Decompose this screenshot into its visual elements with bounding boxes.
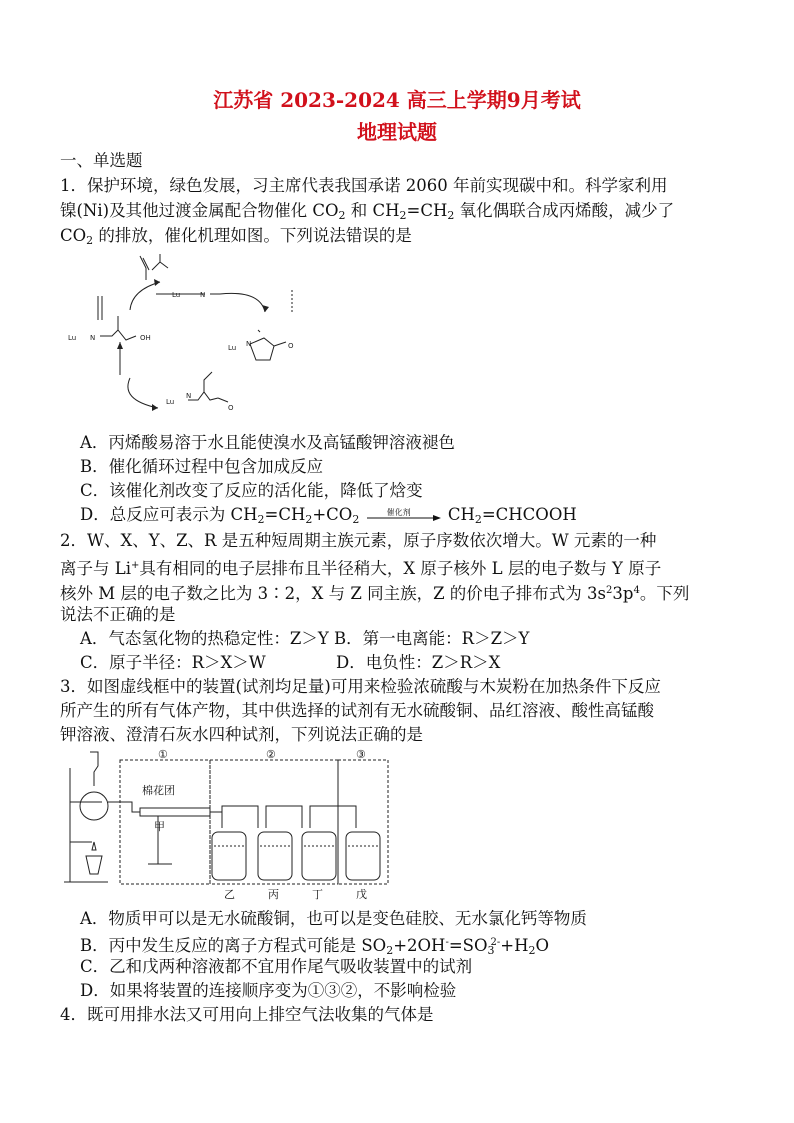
n-label-1: N — [200, 291, 206, 299]
n-label-3: N — [246, 340, 252, 348]
catalyst-label: 催化剂 — [386, 507, 411, 517]
q2-line1: 2．W、X、Y、Z、R 是五种短周期主族元素，原子序数依次增大。W 元素的一种 — [60, 531, 657, 550]
q4-line1: 4．既可用排水法又可用向上排空气法收集的气体是 — [60, 1005, 434, 1024]
q1-option-b: B．催化循环过程中包含加成反应 — [80, 457, 324, 476]
q2-option-c: C．原子半径：R＞X＞W — [80, 653, 266, 672]
q1-line2: 镍(Ni)及其他过渡金属配合物催化 $CO_2$ 和 $CH_2=CH_2$ 氧化偶联合成丙烯酸，减少了 — [60, 201, 675, 222]
bottle-ding-label: 丁 — [312, 888, 323, 901]
q3-line1: 3．如图虚线框中的装置(试剂均足量)可用来检验浓硫酸与木炭粉在加热条件下反应 — [60, 677, 661, 696]
lu-label-1: Lu — [172, 291, 181, 299]
page-subtitle: 地理试题 — [357, 120, 437, 144]
q3-option-b: B．丙中发生反应的离子方程式可能是 $SO_2+2OH^-=SO_3^{2-}+H_2O$ — [80, 936, 549, 957]
bottle-yi-label: 乙 — [224, 888, 235, 901]
q3-option-c: C．乙和戊两种溶液都不宜用作尾气吸收装置中的试剂 — [80, 957, 473, 976]
q1-option-c: C．该催化剂改变了反应的活化能，降低了焓变 — [80, 481, 423, 500]
page-title: 江苏省 2023-2024 高三上学期9月考试 — [213, 88, 581, 112]
bottle-bing-label: 丙 — [268, 888, 279, 901]
box3-label: ③ — [356, 748, 366, 761]
q3-option-a: A．物质甲可以是无水硫酸铜，也可以是变色硅胶、无水氯化钙等物质 — [80, 909, 587, 928]
q2-option-d: D．电负性：Z＞R＞X — [336, 653, 501, 672]
cotton-label: 棉花团 — [142, 784, 175, 797]
q2-option-ab: A．气态氢化物的热稳定性：Z＞Y B．第一电离能：R＞Z＞Y — [80, 629, 530, 648]
jia-label: 甲 — [154, 820, 165, 833]
o-label-1: O — [288, 342, 294, 350]
n-label-4: N — [186, 392, 192, 400]
lu-label-4: Lu — [166, 398, 175, 406]
q1-line3: $CO_2$ 的排放，催化机理如图。下列说法错误的是 — [60, 226, 412, 247]
q3-line3: 钾溶液、澄清石灰水四种试剂，下列说法正确的是 — [60, 725, 423, 744]
q1-line1: 1．保护环境，绿色发展，习主席代表我国承诺 2060 年前实现碳中和。科学家利用 — [60, 176, 668, 195]
lu-label-2: Lu — [68, 334, 77, 342]
o-label-2: O — [228, 404, 234, 412]
q3-option-d: D．如果将装置的连接顺序变为①③②，不影响检验 — [80, 981, 457, 1000]
q2-line2: 离子与 Li+具有相同的电子层排布且半径稍大，X 原子核外 L 层的电子数与 Y 原子 — [60, 559, 662, 578]
section-heading: 一、单选题 — [60, 151, 143, 170]
q1-option-a: A．丙烯酸易溶于水且能使溴水及高锰酸钾溶液褪色 — [80, 433, 455, 452]
apparatus-diagram — [62, 746, 398, 904]
q3-line2: 所产生的所有气体产物，其中供选择的试剂有无水硫酸铜、品红溶液、酸性高锰酸 — [60, 701, 654, 720]
q2-line4: 说法不正确的是 — [60, 605, 176, 624]
box1-label: ① — [158, 748, 168, 761]
bottle-wu-label: 戊 — [356, 888, 367, 901]
q2-line3: 核外 M 层的电子数之比为 3∶2，X 与 Z 同主族，Z 的价电子排布式为 $3s^23p^4$。下列 — [60, 584, 690, 603]
n-label-2: N — [90, 334, 96, 342]
oh-label: OH — [140, 334, 151, 342]
lu-label-3: Lu — [228, 344, 237, 352]
catalytic-cycle-diagram — [60, 250, 310, 422]
box2-label: ② — [266, 748, 276, 761]
q1-option-d: D．总反应可表示为 $CH_2=CH_2+CO_2$ 催化剂 $CH_2=CHCOOH$ — [80, 504, 577, 531]
